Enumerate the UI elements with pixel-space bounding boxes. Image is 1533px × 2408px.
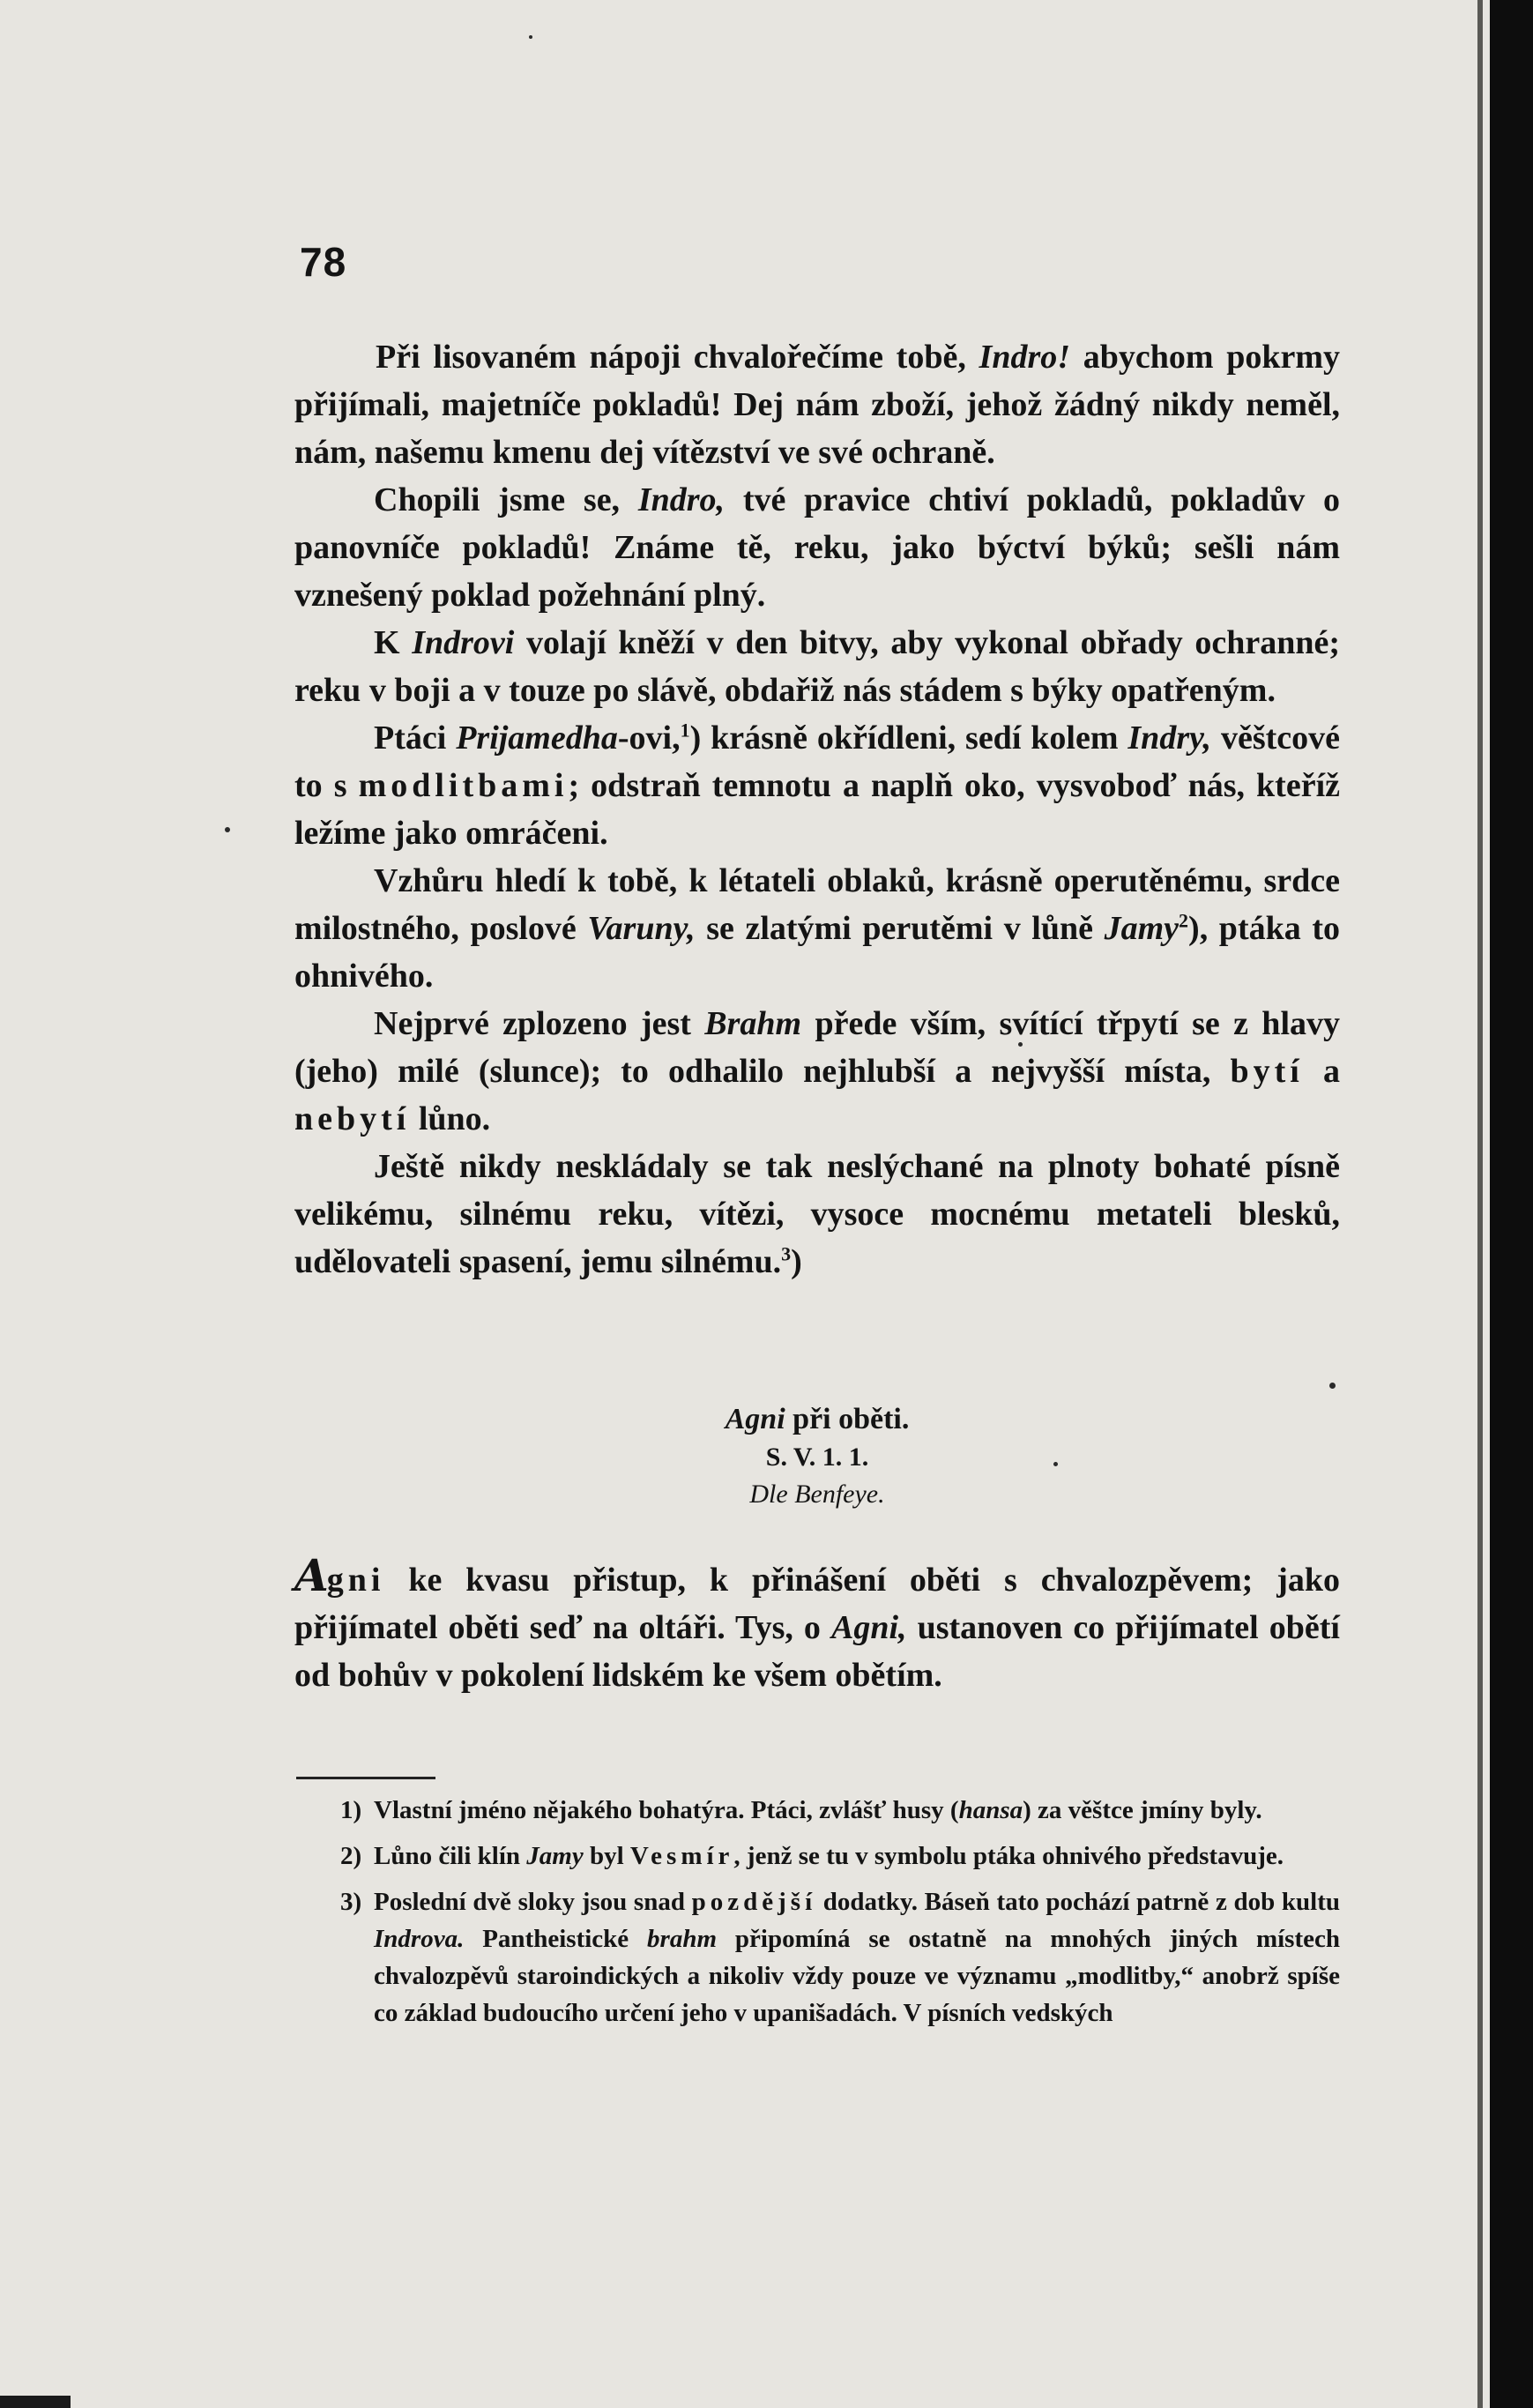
section-reference: S. V. 1. 1. [765, 1443, 869, 1472]
scan-speck [529, 35, 532, 39]
text-run: Ptáci [374, 719, 457, 757]
spaced-word: nebytí [294, 1100, 411, 1137]
name-indro: Indro, [637, 481, 726, 518]
text-run: ke kvasu přistup, k přinášení oběti s chvalozpěvem; jako přijímatel oběti seď na oltáři. Tys, o [294, 1562, 1340, 1646]
paragraph-6 [294, 1000, 1340, 1143]
spaced-word: Vesmír [629, 1842, 734, 1870]
paragraph-3 [294, 619, 1340, 714]
text-run: K [374, 624, 413, 661]
footnote-ref-1[interactable]: 1 [680, 719, 690, 742]
scan-speck [1053, 1462, 1058, 1466]
page-edge [1490, 0, 1533, 2408]
text-run: Vzhůru hledí k tobě, k létateli oblaků, krásně operutěnému, srdce milostného, poslové [294, 862, 1340, 947]
footnote-3 [294, 1883, 1340, 2032]
text-run: se zlatými perutěmi v lůně [695, 910, 1105, 947]
text-run: přede vším, svítící třpytí se z hlavy (jeho) milé (slunce); to odhalilo nejhlubší a nejvyšší místa, [294, 1005, 1340, 1090]
footnote-divider [296, 1777, 435, 1779]
text-run: Při lisovaném nápoji chvalořečíme tobě, [376, 339, 979, 376]
text-run: Vlastní jméno nějakého bohatýra. Ptáci, zvlášť husy ( [374, 1796, 959, 1824]
text-run: tvé pravice chtiví pokladů, pokladův o panovníče pokladů! Známe tě, reku, jako býctví býků; sešli nám vznešený poklad požehnání plný. [294, 481, 1341, 614]
paragraph-5 [294, 857, 1340, 1000]
paragraph-2 [294, 476, 1340, 619]
page-number: 78 [300, 239, 347, 285]
word-brahm: brahm [647, 1925, 718, 1953]
title-agni: Agni [725, 1403, 785, 1435]
paragraph-7 [294, 1143, 1340, 1286]
name-indry: Indry, [1127, 719, 1212, 757]
footnote-mark: 1) [340, 1796, 362, 1824]
name-agni: Agni, [830, 1609, 907, 1646]
section-source: Dle Benfeye. [749, 1480, 885, 1509]
text-run: ), ptáka to ohnivého. [294, 910, 1340, 995]
text-run: Lůno čili klín [374, 1842, 527, 1870]
word-hansa: hansa [958, 1796, 1023, 1824]
verse-paragraph [294, 1549, 1340, 1699]
text-run: volají kněží v den bitvy, aby vykonal obřady ochranné; reku v boji a v touze po slávě, obdařiž nás stádem s býky opatřeným. [294, 624, 1340, 709]
text-run: Ještě nikdy neskládaly se tak neslýchané na plnoty bohaté písně velikému, silnému reku, vítězi, vysoce mocnému metateli blesků, udělovateli spasení, jemu silnému. [294, 1148, 1340, 1280]
scan-speck [225, 827, 230, 832]
section-heading [294, 1400, 1340, 1513]
text-run: abychom pokrmy přijímali, majetníče pokladů! Dej nám zboží, jehož žádný nikdy neměl, nám, našemu kmenu dej vítězství ve své ochraně. [294, 339, 1341, 471]
name-indrova: Indrova. [374, 1925, 465, 1953]
text-run: Nejprvé zplozeno jest [374, 1005, 705, 1042]
name-jamy: Jamy [526, 1842, 584, 1870]
scan-border [0, 2396, 71, 2408]
text-run: ) krásně okřídleni, sedí kolem [689, 719, 1128, 757]
name-jamy: Jamy [1104, 910, 1180, 947]
footnotes [294, 1792, 1340, 2040]
name-indrovi: Indrovi [412, 624, 515, 661]
paragraph-1 [294, 333, 1340, 476]
footnote-1 [294, 1792, 1340, 1829]
dropcap-letter: A [294, 1549, 327, 1601]
text-run: dodatky. Báseň tato pochází patrně z dob kultu [816, 1888, 1341, 1916]
name-indro: Indro! [979, 339, 1071, 376]
text-run: připomíná se ostatně na mnohých jiných místech chvalozpěvů staroindických a nikoliv vždy pouze ve významu „modlitby,“ anobrž spíše co základ budoucího určení jeho v upanišadách. V písních vedských [374, 1925, 1340, 2027]
footnote-ref-2[interactable]: 2 [1179, 909, 1189, 932]
spaced-word: bytí [1230, 1053, 1304, 1090]
page-edge-shadow [1477, 0, 1483, 2408]
spaced-word: modlitbami [358, 767, 569, 804]
text-run: lůno. [410, 1100, 491, 1137]
name-prijamedha: Prijamedha [456, 719, 618, 757]
verse-text [294, 1549, 1340, 1699]
name-varuny: Varuny, [587, 910, 696, 947]
footnote-mark: 2) [340, 1842, 362, 1870]
section-title [294, 1400, 1340, 1439]
text-run: věštcové to s [294, 719, 1340, 804]
footnote-mark: 3) [340, 1888, 362, 1916]
text-run: ) [791, 1243, 802, 1280]
text-run: , jenž se tu v symbolu ptáka ohnivého představuje. [733, 1842, 1284, 1870]
spaced-word: gni [326, 1562, 385, 1599]
text-run: Pantheistické [464, 1925, 648, 1953]
text-run: ustanoven co přijímatel obětí od bohův v pokolení lidském ke všem obětím. [294, 1609, 1340, 1694]
spaced-word: pozdější [691, 1888, 817, 1916]
text-run: -ovi, [617, 719, 681, 757]
text-run: a [1303, 1053, 1340, 1090]
name-brahm: Brahm [704, 1005, 802, 1042]
paragraph-4 [294, 714, 1340, 857]
title-rest: při oběti. [785, 1403, 910, 1435]
text-run: byl [583, 1842, 630, 1870]
main-text [294, 333, 1340, 1286]
footnote-ref-3[interactable]: 3 [781, 1242, 792, 1265]
scan-speck [1018, 1042, 1023, 1047]
footnote-2 [294, 1838, 1340, 1875]
text-run: ) za věštce jmíny byly. [1023, 1796, 1262, 1824]
scan-speck [1329, 1383, 1336, 1389]
text-run: Chopili jsme se, [374, 481, 638, 518]
text-run: ; odstraň temnotu a naplň oko, vysvoboď nás, kteříž ležíme jako omráčeni. [294, 767, 1340, 852]
text-run: Poslední dvě sloky jsou snad [374, 1888, 692, 1916]
